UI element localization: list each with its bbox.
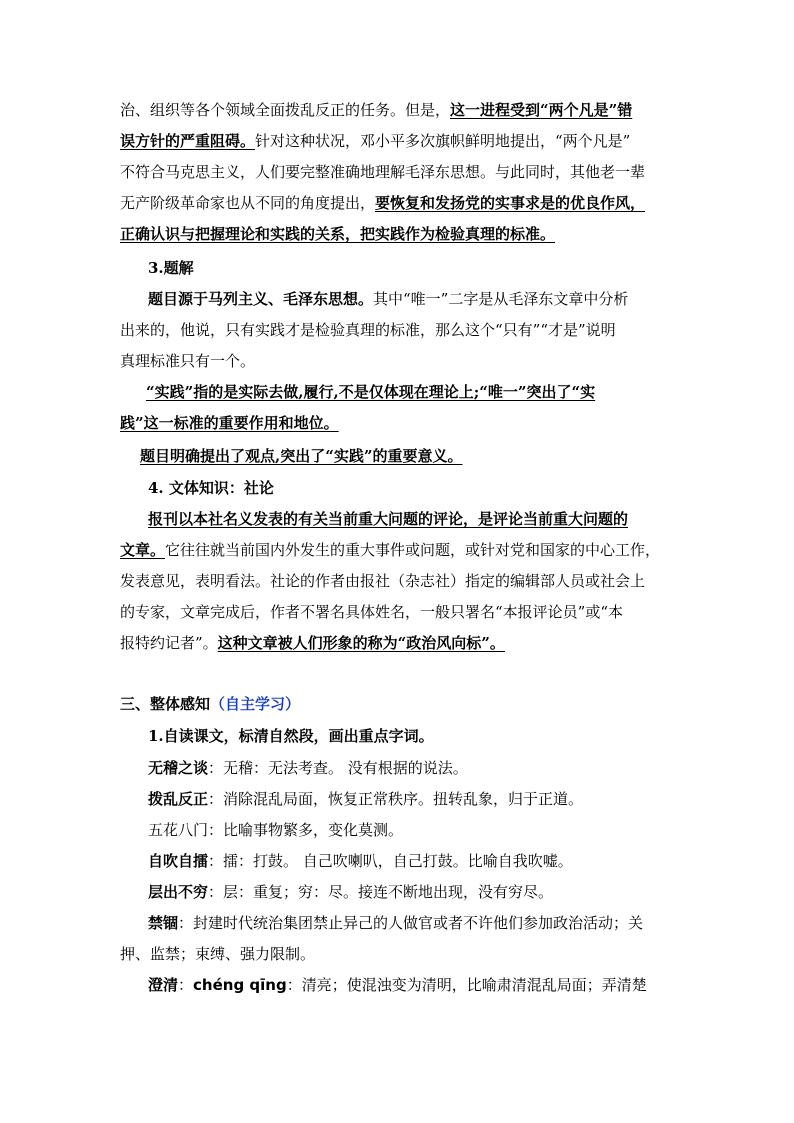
section-heading: 4. 文体知识：社论 — [148, 479, 274, 497]
chapter-heading — [120, 694, 680, 714]
heading-main: 三、整体感知 — [120, 695, 211, 713]
vocab-definition: ：比喻事物繁多，变化莫测。 — [208, 821, 404, 839]
para-line — [120, 633, 680, 653]
emphasis-text: 要恢复和发扬党的实事求是的优良作风， — [375, 194, 646, 212]
vocab-term: 澄清 — [148, 976, 179, 994]
vocab-term: 禁锢 — [148, 914, 179, 932]
bold-text: 题目源于马列主义、毛泽东思想。 — [148, 290, 374, 308]
vocab-definition: ：封建时代统治集团禁止异己的人做官或者不许他们参加政治活动；关 — [178, 914, 644, 932]
vocab-definition: ：擂：打鼓。 自己吹喇叭，自己打鼓。比喻自我吹嘘。 — [208, 852, 573, 870]
emphasis-text: 这种文章被人们形象的称为“政治风向标”。 — [217, 634, 505, 652]
para-line — [120, 193, 680, 213]
emphasis-line: “实践”指的是实际去做,履行,不是仅体现在理论上;“唯一”突出了“实 — [146, 383, 596, 401]
vocab-item — [148, 882, 678, 902]
section-heading: 3.题解 — [148, 259, 194, 277]
vocab-item — [148, 820, 678, 840]
emphasis-text: 文章。 — [120, 541, 166, 559]
emphasis-line: 践”这一标准的重要作用和地位。 — [120, 414, 339, 432]
task-line: 1.自读课文，标清自然段，画出重点字词。 — [148, 727, 434, 745]
text: 其中“唯一”二字是从毛泽东文章中分析 — [373, 290, 629, 308]
vocab-item — [148, 789, 678, 809]
emphasis-text: 这一进程受到“两个凡是”错 — [450, 101, 633, 119]
vocab-continuation: 押、监禁；束缚、强力限制。 — [120, 945, 316, 963]
vocab-definition: ：无稽：无法考查。 没有根据的说法。 — [208, 759, 468, 777]
emphasis-text: 误方针的严重阻碍。 — [120, 132, 256, 150]
para-line — [120, 540, 680, 560]
text: 针对这种状况，邓小平多次旗帜鲜明地提出，“两个凡是” — [255, 132, 631, 150]
vocab-item — [148, 913, 678, 933]
para-line — [120, 162, 680, 182]
para-line: 出来的，他说，只有实践才是检验真理的标准，那么这个“只有”“才是”说明 — [120, 321, 616, 339]
vocab-colon: ： — [178, 976, 194, 994]
para-line: 真理标准只有一个。 — [120, 352, 256, 370]
text: 无产阶级革命家也从不同的角度提出， — [120, 194, 376, 212]
vocab-definition: ：层：重复；穷：尽。接连不断地出现，没有穷尽。 — [208, 883, 554, 901]
para-line — [148, 289, 678, 309]
emphasis-line: 题目明确提出了观点,突出了“实践”的重要意义。 — [140, 447, 463, 465]
vocab-term: 自吹自擂 — [148, 852, 209, 870]
text: 报特约记者”。 — [120, 634, 218, 652]
emphasis-line: 报刊以本社名义发表的有关当前重大问题的评论，是评论当前重大问题的 — [148, 510, 629, 528]
para-line — [120, 131, 680, 151]
text: 不符合马克思主义，人们要完整准确地理解毛泽东思想。与此同时，其他老一辈 — [120, 163, 646, 181]
text: 治、组织等各个领域全面拨乱反正的任务。但是， — [120, 101, 451, 119]
vocab-term: 无稽之谈 — [148, 759, 209, 777]
vocab-term: 拨乱反正 — [148, 790, 209, 808]
para-line: 发表意见，表明看法。社论的作者由报社（杂志社）指定的编辑部人员或社会上 — [120, 572, 646, 590]
para-line: 的专家，文章完成后，作者不署名具体姓名，一般只署名“本报评论员”或“本 — [120, 603, 624, 621]
vocab-term: 五花八门 — [148, 821, 209, 839]
para-line — [120, 100, 680, 120]
vocab-item — [148, 975, 678, 995]
vocab-item — [148, 851, 678, 871]
heading-sub: （自主学习） — [210, 695, 301, 713]
emphasis-line: 正确认识与把握理论和实践的关系，把实践作为检验真理的标准。 — [120, 225, 556, 243]
vocab-definition: ：清亮；使混浊变为清明，比喻肃清混乱局面；弄清楚 — [286, 976, 647, 994]
vocab-pinyin: chéng qīng — [193, 976, 287, 994]
vocab-term: 层出不穷 — [148, 883, 209, 901]
text: 它往往就当前国内外发生的重大事件或问题，或针对党和国家的中心工作， — [165, 541, 661, 559]
vocab-definition: ：消除混乱局面，恢复正常秩序。扭转乱象，归于正道。 — [208, 790, 584, 808]
vocab-item — [148, 758, 678, 778]
